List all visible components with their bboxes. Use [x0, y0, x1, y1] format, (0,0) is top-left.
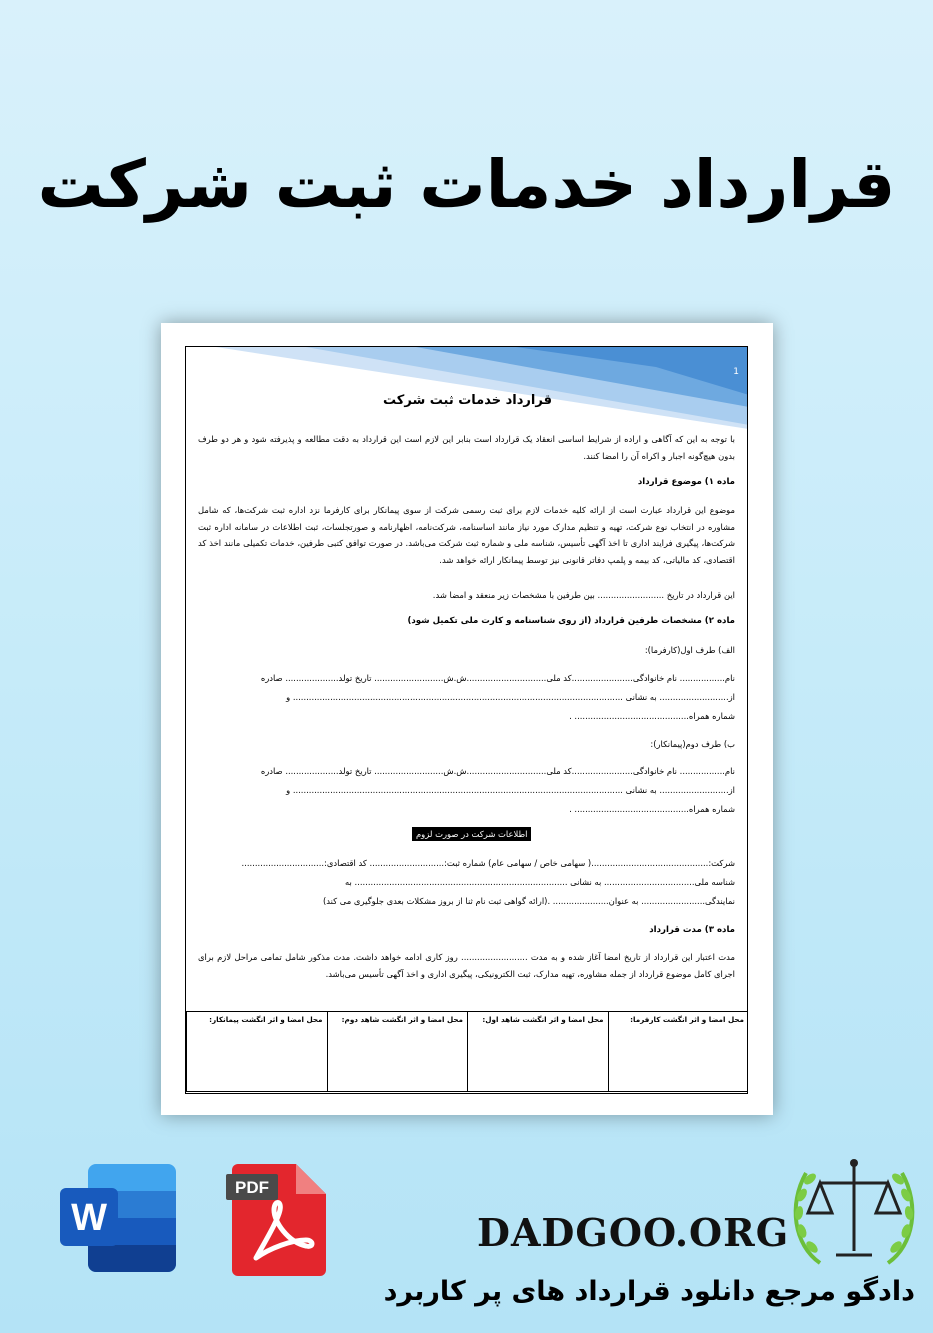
document-frame — [185, 346, 748, 1094]
article3-paragraph: مدت اعتبار این قرارداد از تاریخ امضا آغاز شده و به مدت ......................... روز کاری ادامه خواهد داشت. مدت مذکور شامل تمامی مراحل لازم برای اجرای کامل موضوع قرارداد از جمله مشاوره، تهیه مدارک، ثبت الکترونیکی، پیگیری اداری و اخذ آگهی تأسیس می‌باشد. — [198, 952, 735, 979]
company-info-label: اطلاعات شرکت در صورت لزوم — [412, 827, 531, 841]
party-a-line3: شماره همراه........................................... . — [569, 711, 735, 721]
party-b-line2: از.......................... به نشانی ............................................................................................................................ و — [286, 785, 735, 795]
tagline: دادگو مرجع دانلود قرارداد های پر کاربرد — [383, 1276, 915, 1307]
party-b-label: ب) طرف دوم(پیمانکار): — [650, 739, 735, 749]
signature-table — [186, 1011, 748, 1092]
article3-heading: ماده ۳) مدت قرارداد — [649, 925, 735, 935]
party-a-line1: نام................. نام خانوادگی.......................کد ملی..............................ش.ش.......................... تاریخ تولد.................... صادره — [260, 673, 735, 683]
date-line: این قرارداد در تاریخ ......................... بین طرفین با مشخصات زیر منعقد و امضا شد. — [432, 590, 735, 600]
document-title: قرارداد خدمات ثبت شرکت — [383, 393, 552, 408]
party-b-line1: نام................. نام خانوادگی.......................کد ملی..............................ش.ش.......................... تاریخ تولد.................... صادره — [260, 766, 735, 776]
document-preview — [161, 323, 773, 1115]
company-line3: نمایندگی........................ به عنوان..................... .(ارائه گواهی ثبت نام ثنا از بروز مشکلات بعدی جلوگیری می کند) — [322, 896, 735, 906]
main-title: قرارداد خدمات ثبت شرکت — [37, 146, 896, 223]
pdf-icon — [226, 1160, 328, 1278]
article2-heading: ماده ۲) مشخصات طرفین قرارداد (از روی شناسنامه و کارت ملی تکمیل شود) — [407, 616, 735, 626]
signature-cell-contractor: محل امضا و اثر انگشت پیمانکار: — [187, 1012, 328, 1092]
pdf-badge: PDF — [235, 1178, 269, 1197]
page-number: 1 — [733, 367, 739, 377]
article1-heading: ماده ۱) موضوع قرارداد — [637, 477, 735, 487]
signature-cell-employer: محل امضا و اثر انگشت کارفرما: — [608, 1012, 748, 1092]
company-line2: شناسه ملی.................................. به نشانی ................................................................................ به — [345, 877, 735, 887]
party-a-line2: از.......................... به نشانی ............................................................................................................................ و — [286, 692, 735, 702]
word-letter: W — [71, 1197, 107, 1239]
signature-cell-witness2: محل امضا و اثر انگشت شاهد دوم: — [327, 1012, 468, 1092]
intro-paragraph: با توجه به این که آگاهی و اراده از شرایط اساسی انعقاد یک قرارداد است بنابر این لازم است این قرارداد به دقت مطالعه و پذیرفته شود و هر دو طرف بدون هیچ‌گونه اجبار و اکراه آن را امضا کنند. — [198, 434, 735, 461]
article1-paragraph: موضوع این قرارداد عبارت است از ارائه کلیه خدمات لازم برای ثبت رسمی شرکت از سوی پیمانکار برای کارفرما نزد اداره ثبت شرکت‌ها، که شامل مشاوره در انتخاب نوع شرکت، تهیه و تنظیم مدارک مورد نیاز مانند اساسنامه، شرکت‌نامه، اظهارنامه و صورتجلسات، ثبت اطلاعات در سامانه اداره ثبت شرکت‌ها، پیگیری فرایند اداری تا اخذ آگهی تأسیس، شناسه ملی و شماره ثبت شرکت می‌باشد. در صورت توافق کتبی طرفین، خدمات تکمیلی مانند اخذ کد اقتصادی، کد مالیاتی، کد بیمه و پلمپ دفاتر قانونی نیز توسط پیمانکار ارائه خواهد شد. — [198, 505, 735, 565]
company-line1: شرکت:............................................( سهامی خاص / سهامی عام) شماره ثبت:............................ کد اقتصادی:............................... — [241, 858, 735, 868]
signature-cell-witness1: محل امضا و اثر انگشت شاهد اول: — [468, 1012, 609, 1092]
scales-of-justice-icon — [790, 1155, 918, 1273]
party-b-line3: شماره همراه........................................... . — [569, 804, 735, 814]
site-name: DADGOO.ORG — [477, 1210, 790, 1255]
party-a-label: الف) طرف اول(کارفرما): — [644, 645, 735, 655]
header-banner — [186, 347, 748, 429]
word-icon — [58, 1162, 178, 1274]
